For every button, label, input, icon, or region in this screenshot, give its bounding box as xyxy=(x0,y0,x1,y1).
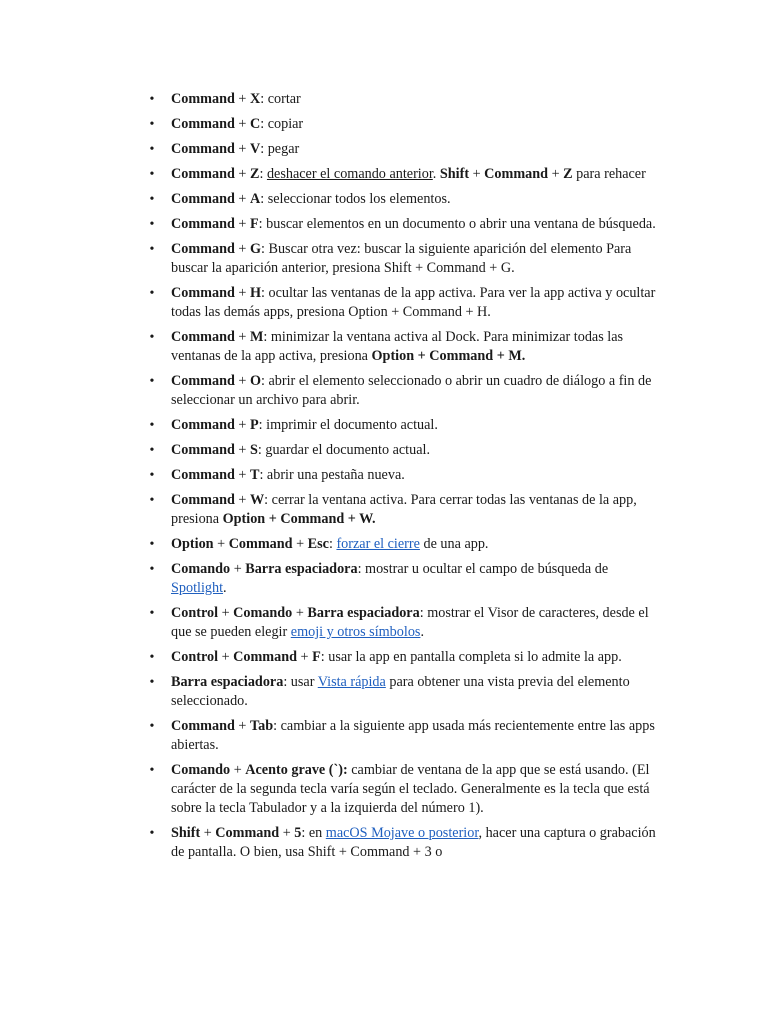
key-label: Command xyxy=(171,492,235,508)
key-label: Command xyxy=(171,166,235,182)
item-text: + xyxy=(234,191,250,207)
item-text: + xyxy=(218,605,234,621)
key-label: Z xyxy=(249,166,260,182)
key-label: + xyxy=(344,511,360,527)
shortcut-item xyxy=(145,648,665,667)
key-label: Shift xyxy=(171,825,201,841)
key-label: Z xyxy=(563,166,573,182)
item-text: : cortar xyxy=(260,91,301,107)
shortcut-item xyxy=(145,416,665,435)
item-text: + xyxy=(234,329,250,345)
key-label: Option xyxy=(171,536,214,552)
key-label: Barra espaciadora xyxy=(171,674,284,690)
key-label: M xyxy=(249,329,264,345)
bullet-icon: • xyxy=(149,493,155,508)
shortcut-item xyxy=(145,140,665,159)
key-label: Command xyxy=(171,191,235,207)
item-text: : xyxy=(259,166,267,182)
item-text: + xyxy=(213,536,229,552)
bullet-icon: • xyxy=(149,468,155,483)
key-label: Command xyxy=(215,825,280,841)
bullet-icon: • xyxy=(149,192,155,207)
key-label: H xyxy=(249,285,262,301)
shortcut-item xyxy=(145,717,665,755)
item-text: : abrir una pestaña nueva. xyxy=(259,467,405,483)
key-label: Command xyxy=(228,536,293,552)
bullet-icon: • xyxy=(149,117,155,132)
shortcut-item xyxy=(145,90,665,109)
item-text: + xyxy=(200,825,216,841)
key-label: Command xyxy=(484,166,549,182)
item-text: + xyxy=(234,373,250,389)
bullet-icon: • xyxy=(149,217,155,232)
item-text: : mostrar u ocultar el campo de búsqueda de xyxy=(357,561,609,577)
inline-link[interactable]: macOS Mojave o posterior xyxy=(325,825,479,841)
key-label: Command xyxy=(171,329,235,345)
key-label: W xyxy=(249,492,265,508)
item-text: : cambiar a la siguiente app usada más recientemente entre las apps abiertas. xyxy=(171,718,655,753)
key-label: Command xyxy=(171,91,235,107)
item-text: de una app. xyxy=(419,536,489,552)
key-label: Command xyxy=(429,348,494,364)
bullet-icon: • xyxy=(149,443,155,458)
key-label: Barra espaciadora xyxy=(307,605,420,621)
item-text: : cerrar la ventana activa. Para cerrar todas las ventanas de la app, presiona xyxy=(171,492,637,527)
item-text: + xyxy=(548,166,564,182)
key-label: Command xyxy=(171,285,235,301)
key-label: Esc xyxy=(307,536,329,552)
shortcut-item xyxy=(145,328,665,366)
bullet-icon: • xyxy=(149,242,155,257)
shortcut-item xyxy=(145,673,665,711)
item-text: : guardar el documento actual. xyxy=(257,442,431,458)
item-text: : usar xyxy=(283,674,318,690)
bullet-icon: • xyxy=(149,826,155,841)
key-label: + xyxy=(265,511,281,527)
item-text: : ocultar las ventanas de la app activa. Para ver la app activa y ocultar todas las demás apps, presiona Option + Command + H. xyxy=(171,285,656,320)
item-text: . xyxy=(223,580,227,596)
item-text: : minimizar la ventana activa al Dock. Para minimizar todas las ventanas de la app activa, presiona xyxy=(171,329,624,364)
bullet-icon: • xyxy=(149,763,155,778)
key-label: 5 xyxy=(294,825,302,841)
key-label: F xyxy=(249,216,259,232)
item-text: + xyxy=(234,467,250,483)
item-text: + xyxy=(230,561,246,577)
shortcut-item xyxy=(145,190,665,209)
bullet-icon: • xyxy=(149,374,155,389)
item-text: , hacer una captura o grabación de pantalla. O bien, usa Shift + Command + 3 o xyxy=(171,825,656,860)
item-text: + xyxy=(234,116,250,132)
shortcut-item xyxy=(145,284,665,322)
bullet-icon: • xyxy=(149,418,155,433)
item-text: + xyxy=(234,241,250,257)
bullet-icon: • xyxy=(149,719,155,734)
key-label: Option xyxy=(222,511,266,527)
item-text: + xyxy=(234,492,250,508)
key-label: Command xyxy=(171,417,235,433)
shortcut-list xyxy=(145,90,665,868)
key-label: Tab xyxy=(249,718,274,734)
key-label: Control xyxy=(171,605,219,621)
item-text: + xyxy=(218,649,234,665)
key-label: Command xyxy=(171,141,235,157)
bullet-icon: • xyxy=(149,92,155,107)
bullet-icon: • xyxy=(149,286,155,301)
key-label: V xyxy=(249,141,261,157)
key-label: Command xyxy=(171,116,235,132)
item-text: : mostrar el Visor de caracteres, desde el que se pueden elegir xyxy=(171,605,649,640)
key-label: Comando xyxy=(171,762,231,778)
shortcut-item xyxy=(145,560,665,598)
item-text: : seleccionar todos los elementos. xyxy=(260,191,451,207)
item-text: + xyxy=(234,166,250,182)
item-text: + xyxy=(234,91,250,107)
item-text: + xyxy=(234,718,250,734)
key-label: W. xyxy=(359,511,376,527)
item-text: : buscar elementos en un documento o abrir una ventana de búsqueda. xyxy=(258,216,656,232)
key-label: Command xyxy=(233,649,297,665)
shortcut-item xyxy=(145,115,665,134)
key-label: Comando xyxy=(233,605,293,621)
shortcut-item xyxy=(145,491,665,529)
item-text: + xyxy=(234,442,250,458)
item-text: . xyxy=(420,624,424,640)
shortcut-item xyxy=(145,165,665,184)
shortcut-item xyxy=(145,824,665,862)
inline-link[interactable]: forzar el cierre xyxy=(336,536,420,552)
key-label: P xyxy=(249,417,259,433)
inline-link[interactable]: Spotlight xyxy=(171,580,224,596)
key-label: O xyxy=(249,373,262,389)
key-label: + xyxy=(493,348,509,364)
underlined-text: deshacer el comando anterior xyxy=(266,166,433,182)
key-label: Command xyxy=(171,718,235,734)
key-label: Command xyxy=(171,467,235,483)
key-label: T xyxy=(249,467,260,483)
key-label: Control xyxy=(171,649,219,665)
item-text: + xyxy=(234,216,250,232)
key-label: M. xyxy=(508,348,526,364)
key-label: G xyxy=(249,241,262,257)
bullet-icon: • xyxy=(149,562,155,577)
item-text: : usar la app en pantalla completa si lo admite la app. xyxy=(320,649,622,665)
key-label: C xyxy=(249,116,261,132)
item-text: para rehacer xyxy=(572,166,646,182)
key-label: X xyxy=(249,91,261,107)
item-text: + xyxy=(279,825,295,841)
key-label: + xyxy=(414,348,430,364)
item-text: . xyxy=(432,166,440,182)
bullet-icon: • xyxy=(149,606,155,621)
inline-link[interactable]: emoji y otros símbolos xyxy=(290,624,421,640)
bullet-icon: • xyxy=(149,142,155,157)
key-label: Comando xyxy=(171,561,231,577)
item-text: : xyxy=(328,536,337,552)
item-text: : abrir el elemento seleccionado o abrir un cuadro de diálogo a fin de seleccionar un archivo para abrir. xyxy=(171,373,652,408)
item-text: + xyxy=(234,141,250,157)
shortcut-item xyxy=(145,441,665,460)
key-label: Acento grave (`) xyxy=(245,762,343,778)
item-text: + xyxy=(297,649,313,665)
item-text: + xyxy=(292,536,308,552)
key-label: Option xyxy=(371,348,415,364)
inline-link[interactable]: Vista rápida xyxy=(317,674,386,690)
item-text: : pegar xyxy=(260,141,300,157)
shortcut-item xyxy=(145,535,665,554)
item-text: + xyxy=(234,285,250,301)
item-text: : copiar xyxy=(260,116,304,132)
key-label: Barra espaciadora xyxy=(245,561,358,577)
item-text: + xyxy=(292,605,308,621)
key-label: Command xyxy=(171,216,235,232)
bullet-icon: • xyxy=(149,675,155,690)
key-label: Command xyxy=(171,442,235,458)
item-text: cambiar de ventana de la app que se está usando. (El carácter de la segunda tecla varía según el teclado. Generalmente es la tecla que está sobre la tecla Tabulador y a la izquierda del número 1). xyxy=(171,762,650,816)
shortcut-item xyxy=(145,215,665,234)
item-text: : en xyxy=(301,825,326,841)
key-label: Command xyxy=(171,241,235,257)
bullet-icon: • xyxy=(149,330,155,345)
key-label: A xyxy=(249,191,261,207)
key-label: Command xyxy=(171,373,235,389)
key-label: : xyxy=(342,762,348,778)
item-text: + xyxy=(469,166,485,182)
bullet-icon: • xyxy=(149,167,155,182)
item-text: para obtener una vista previa del elemento seleccionado. xyxy=(171,674,630,709)
key-label: Command xyxy=(280,511,345,527)
bullet-icon: • xyxy=(149,537,155,552)
item-text: + xyxy=(230,762,246,778)
key-label: Shift xyxy=(439,166,470,182)
shortcut-item xyxy=(145,372,665,410)
bullet-icon: • xyxy=(149,650,155,665)
shortcut-item xyxy=(145,761,665,818)
key-label: S xyxy=(249,442,258,458)
shortcut-item xyxy=(145,466,665,485)
item-text: + xyxy=(234,417,250,433)
item-text: : imprimir el documento actual. xyxy=(258,417,438,433)
shortcut-item xyxy=(145,604,665,642)
item-text: : Buscar otra vez: buscar la siguiente aparición del elemento Para buscar la aparición anterior, presiona Shift + Command + G. xyxy=(171,241,632,276)
key-label: F xyxy=(312,649,321,665)
shortcut-item xyxy=(145,240,665,278)
